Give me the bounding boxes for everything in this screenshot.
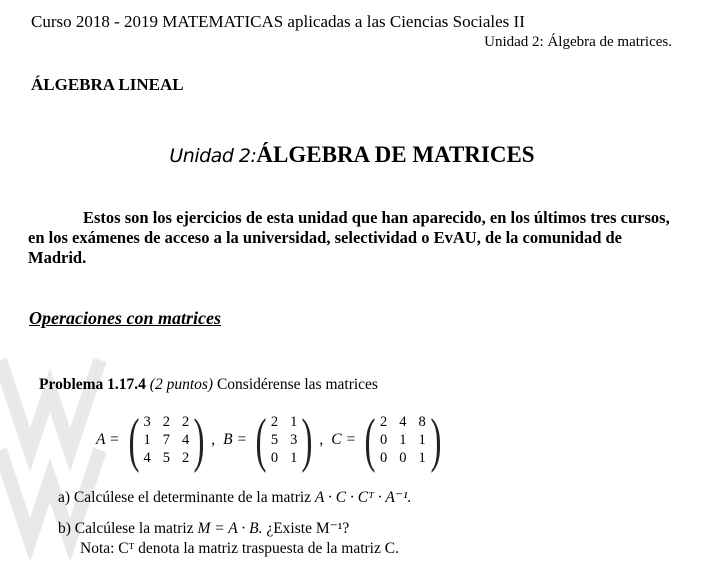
- matrix-cell: 4: [182, 431, 190, 448]
- matrix-cell: 8: [418, 413, 426, 430]
- matrix-cell: 1: [290, 413, 298, 430]
- matrix-cell: 1: [418, 449, 426, 466]
- item-b-expr: M = A · B.: [197, 520, 263, 537]
- section-title: ÁLGEBRA LINEAL: [31, 75, 184, 94]
- matrix-cell: 3: [143, 413, 151, 430]
- item-b: [58, 519, 349, 538]
- matrix-separator: ,: [211, 431, 216, 448]
- matrix-a-label: A =: [96, 431, 120, 448]
- matrix-cell: 7: [162, 431, 171, 448]
- subsection-title: Operaciones con matrices: [29, 308, 221, 328]
- matrix-separator: ,: [319, 431, 324, 448]
- item-b-note: Nota: Cᵀ denota la matriz traspuesta de la matriz C.: [80, 540, 399, 557]
- matrix-a: [144, 414, 190, 467]
- item-a-expr: A · C · Cᵀ · A⁻¹.: [314, 489, 412, 506]
- matrix-cell: 1: [290, 449, 298, 466]
- matrix-cell: 2: [182, 449, 190, 466]
- item-a: [58, 488, 412, 507]
- matrix-cell: 2: [379, 413, 388, 430]
- item-a-label: a): [58, 489, 71, 506]
- main-title: [0, 142, 704, 168]
- problem-text: Considérense las matrices: [216, 376, 378, 393]
- main-title-text: ÁLGEBRA DE MATRICES: [256, 142, 535, 167]
- matrix-c: [380, 414, 426, 467]
- right-paren: ): [301, 407, 313, 473]
- course-header: Curso 2018 - 2019 MATEMATICAS aplicadas a las Ciencias Sociales II: [31, 12, 525, 31]
- matrices-row: [96, 408, 446, 472]
- matrix-b: [271, 414, 298, 467]
- matrix-cell: 0: [379, 449, 388, 466]
- right-paren: ): [193, 407, 205, 473]
- unit-header: Unidad 2: Álgebra de matrices.: [484, 34, 672, 50]
- matrix-cell: 4: [143, 449, 151, 466]
- matrix-cell: 2: [182, 413, 190, 430]
- matrix-cell: 1: [418, 431, 426, 448]
- problem-label: Problema 1.17.4: [39, 376, 146, 393]
- left-paren: (: [364, 407, 376, 473]
- matrix-cell: 0: [399, 449, 407, 466]
- item-b-text: Calcúlese la matriz: [74, 520, 194, 537]
- matrix-cell: 1: [399, 431, 407, 448]
- matrix-cell: 2: [270, 413, 279, 430]
- matrix-cell: 1: [143, 431, 151, 448]
- problem-statement: [39, 376, 378, 394]
- main-title-prefix: Unidad 2:: [169, 145, 257, 167]
- matrix-cell: 2: [162, 413, 171, 430]
- matrix-cell: 5: [162, 449, 171, 466]
- matrix-cell: 4: [399, 413, 407, 430]
- problem-points: (2 puntos): [149, 376, 214, 393]
- matrix-cell: 0: [270, 449, 279, 466]
- matrix-c-label: C =: [331, 431, 356, 448]
- intro-paragraph: Estos son los ejercicios de esta unidad que han aparecido, en los últimos tres cursos, en los exámenes de acceso a la universidad, selectividad o EvAU, de la comunidad de Madrid.: [28, 208, 670, 267]
- item-b-label: b): [58, 520, 71, 537]
- left-paren: (: [255, 407, 267, 473]
- matrix-cell: 3: [290, 431, 298, 448]
- matrix-cell: 5: [270, 431, 279, 448]
- item-a-text: Calcúlese el determinante de la matriz: [73, 489, 312, 506]
- item-b-question: ¿Existe M⁻¹?: [266, 520, 350, 537]
- matrix-cell: 0: [379, 431, 388, 448]
- left-paren: (: [128, 407, 140, 473]
- matrix-b-label: B =: [223, 431, 247, 448]
- right-paren: ): [430, 407, 442, 473]
